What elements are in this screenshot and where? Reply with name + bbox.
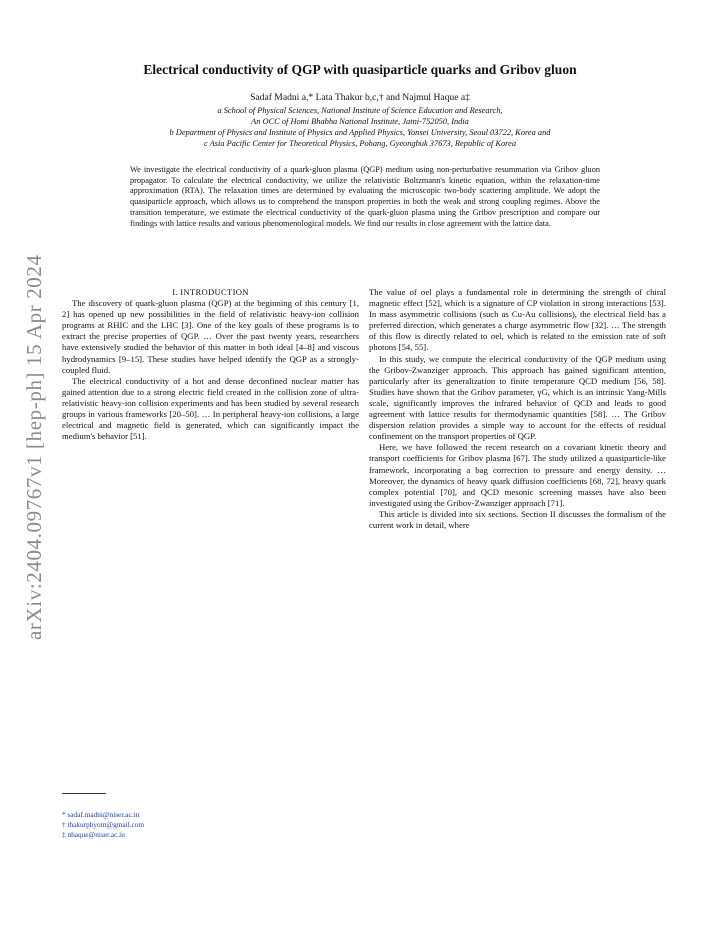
right-column (369, 287, 666, 531)
left-paragraph-1: The discovery of quark-gluon plasma (QGP) at the beginning of this century [1, 2] has opened up new possibilities in the field of relativistic heavy-ion collision programs at RHIC and the LHC [3]. One of the key goals of these programs is to extract the precise properties of QGP. … Over the past twenty years, researchers have extensively studied the behavior of this matter in both ideal [4–8] and viscous hydrodynamics [9–15]. These studies have helped identify the QGP as a strongly-coupled fluid. (62, 298, 359, 375)
right-paragraph-2: In this study, we compute the electrical conductivity of the QGP medium using the Gribov-Zwanziger approach. This approach has gained significant attention, particularly after its generalization to finite temperature QCD medium [56, 58]. Studies have shown that the Gribov parameter, γG, which is an intrinsic Yang-Mills scale, significantly improves the infrared behavior of QCD and leads to good agreement with lattice results for thermodynamic quantities [58]. … The Gribov dispersion relation provides a simple way to account for the effects of residual confinement on the transport properties of QGP. (369, 353, 666, 442)
right-paragraph-3: Here, we have followed the recent research on a covariant kinetic theory and transport coefficients for Gribov plasma [67]. The study utilized a quasiparticle-like framework, incorporating a bag correction to pressure and energy density. … Moreover, the dynamics of heavy quark diffusion coefficients [68, 72], heavy quark complex potential [70], and QCD mesonic screening masses have also been investigated using the Gribov-Zwanziger approach [71]. (369, 442, 666, 508)
affiliation-line-3: b Department of Physics and Institute of Physics and Applied Physics, Yonsei University, Seoul 03722, Korea and (169, 128, 551, 137)
affiliation-line-2: An OCC of Homi Bhabha National Institute, Jatni-752050, India (251, 117, 469, 126)
paper-title: Electrical conductivity of QGP with quasiparticle quarks and Gribov gluon (143, 62, 577, 77)
right-paragraph-4: This article is divided into six sections. Section II discusses the formalism of the current work in detail, where (369, 508, 666, 530)
footnote-email-1[interactable]: * sadaf.madni@niser.ac.in (62, 810, 140, 819)
left-column (62, 287, 359, 442)
author-list: Sadaf Madni a,* Lata Thakur b,c,† and Najmul Haque a‡ (250, 92, 470, 103)
affiliation-line-4: c Asia Pacific Center for Theoretical Physics, Pohang, Gyeongbuk 37673, Republic of Korea (203, 139, 517, 148)
footnote-rule (62, 793, 106, 794)
footnotes (62, 810, 362, 841)
right-paragraph-1: The value of σel plays a fundamental role in determining the strength of chiral magnetic effect [52], which is a signature of CP violation in strong interactions [53]. In mass asymmetric collisions (such as Cu-Au collisions), the electrical field has a preferred direction, which generates a charge asymmetric flow [32]. … The strength of this flow is directly related to σel, which is related to the emission rate of soft photons [54, 55]. (369, 287, 666, 353)
affiliation-line-1: a School of Physical Sciences, National Institute of Science Education and Research, (217, 106, 503, 115)
abstract: We investigate the electrical conductivity of a quark-gluon plasma (QGP) medium using non-perturbative resummation via Gribov gluon propagator. To calculate the electrical conductivity, we utilize the relativistic Boltzmann's kinetic equation, within the relaxation-time approximation (RTA). The relaxation times are determined by evaluating the microscopic two-body scattering amplitude. We adopt the quasiparticle approach, which allows us to comprehend the transport properties in both the weak and strong coupling regimes. Above the transition temperature, we estimate the electrical conductivity of the quark-gluon plasma using the Gribov prescription and compare our findings with lattice results and various phenomenological models. We find our results in close agreement with the lattice data. (130, 165, 600, 228)
arxiv-identifier-stamp: arXiv:2404.09767v1 [hep-ph] 15 Apr 2024 (22, 254, 46, 640)
footnote-email-3[interactable]: ‡ nhaque@niser.ac.in (62, 830, 125, 840)
section-heading-introduction: I. INTRODUCTION (172, 287, 249, 297)
left-paragraph-2: The electrical conductivity of a hot and dense deconfined nuclear matter has gained attention due to a strong electric field created in the collision zone of ultra-relativistic heavy-ion collision experiments and has been studied by several research groups in various frameworks [20–50]. … In peripheral heavy-ion collisions, a large electrical and magnetic field is generated, which can significantly impact the medium's behavior [51]. (62, 375, 359, 442)
footnote-email-2[interactable]: † thakurphyom@gmail.com (62, 820, 145, 830)
